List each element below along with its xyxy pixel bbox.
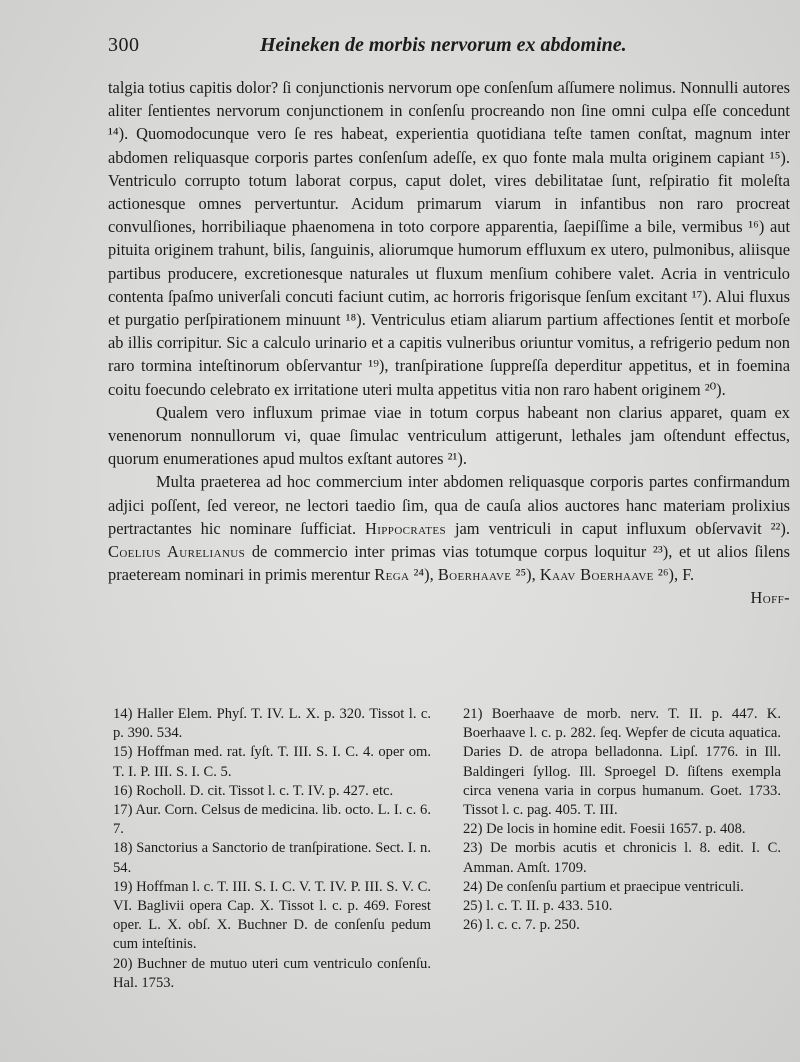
footnote-16: 16) Rocholl. D. cit. Tissot l. c. T. IV. p. 427. etc. [113, 782, 394, 799]
paragraph-3-part-c: de commercio inter primas vias totumque corpus loquitur ²³), et ut alios ſilens praeteream nominari in primis merentur [108, 542, 790, 585]
footnote-19: 19) Hoffman l. c. T. III. S. I. C. V. T. IV. P. III. S. V. C. VI. Baglivii opera Cap. X. Tissot l. c. p. 469. Forest oper. L. X. obſ. X. Buchner D. de conſenſu pedum cum inteſtinis. [113, 878, 431, 953]
footnote-21: 21) Boerhaave de morb. nerv. T. II. p. 447. K. Boerhaave l. c. p. 282. ſeq. Wepfer de cicuta aquatica. Daries D. de atropa belladonna. Lipſ. 1776. in Ill. Baldingeri ſyllog. Ill. Sproegel D. ſiſtens exempla circa venena varia in corpus humanum. Goet. 1733. Tissot l. c. pag. 405. T. III. [463, 706, 781, 819]
paragraph-3-part-f: ²⁶), [657, 565, 679, 585]
footnote-15: 15) Hoffman med. rat. ſyſt. T. III. S. I. C. 4. oper om. T. I. P. III. S. I. C. 5. [113, 744, 431, 780]
name-coelius-aurelianus: Coelius Aurelianus [108, 542, 246, 562]
paragraph-3-part-d: ²⁴), [413, 565, 434, 585]
footnote-24: 24) De conſenſu partium et praecipue ventriculi. [463, 878, 744, 895]
footnote-20: 20) Buchner de mutuo uteri cum ventriculo conſenſu. Hal. 1753. [113, 955, 431, 991]
page-number: 300 [108, 34, 140, 56]
catchword: Hoff- [750, 588, 790, 608]
name-rega: Rega [374, 565, 410, 585]
paragraph-3-part-a: Multa praeterea ad hoc commercium inter abdomen reliquasque corporis partes confirmandum adjici poſſent, ſed vereor, ne lectori taedio ſim, qua de cauſa alios auctores hanc materiam prolixius pertractantes hic nominare ſufficiat. [108, 472, 790, 538]
name-kaav-boerhaave: Kaav Boerhaave [539, 565, 654, 585]
footnotes-right-column [463, 705, 781, 935]
footnote-14: 14) Haller Elem. Phyſ. T. IV. L. X. p. 320. Tissot l. c. p. 390. 534. [113, 706, 431, 742]
footnote-26: 26) l. c. c. 7. p. 250. [463, 917, 580, 934]
footnote-18: 18) Sanctorius a Sanctorio de tranſpiratione. Sect. I. n. 54. [113, 840, 431, 876]
footnote-23: 23) De morbis acutis et chronicis l. 8. edit. I. C. Amman. Amſt. 1709. [463, 840, 781, 876]
paragraph-1: talgia totius capitis dolor? ſi conjunctionis nervorum ope conſenſum aſſumere nolimus. Nonnulli autores aliter ſentientes nervorum conjunctionem in conſenſu procreando non ſine omni culpa eſſe concedunt ¹⁴). Quomodocunque vero ſe res habeat, experientia quotidiana teſte tamen conſtat, magnum inter abdomen reliquasque corporis partes conſenſum adeſſe, ex quo fonte mala multa originem capiant ¹⁵). Ventriculo corrupto totum laborat corpus, caput dolet, vires debilitatae ſunt, reſpiratio fit moleſta actionesque omnes pervertuntur. Acidum primarum viarum in infantibus non raro procreat convulſiones, horribiliaque phaenomena in toto corpore apparentia, ſaepiſſime a bile, vermibus ¹⁶) aut pituita originem trahunt, bilis, ſanguinis, aliorumque humorum effluxum ex utero, pulmonibus, aliisque partibus producere, excretionesque naturales ut fluxum menſium cohibere valet. Acria in ventriculo contenta ſpaſmo univerſali concuti faciunt cutim, ac horroris frigorisque ſenſum excitant ¹⁷). Alui fluxus et purgatio perſpirationem minuunt ¹⁸). Ventriculus etiam aliarum partium affectiones ſentit et morboſe ab illis corripitur. Sic a calculo urinario et a capitis vulneribus oriuntur vomitus, a refrigerio pedum non raro tormina inteſtinorum obſervantur ¹⁹), tranſpiratione ſuppreſſa deperditur appetitus, et in foemina coitu foecundo celebrato ex irritatione uteri multa appetitus vitia non raro habent originem ²⁰). [108, 78, 790, 399]
footnotes-left-column [113, 705, 431, 993]
paragraph-3-part-f-name: F. [682, 565, 695, 585]
paragraph-2: Qualem vero influxum primae viae in totum corpus habeant non clarius apparet, quam ex venenorum nonnullorum vi, quae ſimulac ventriculum attigerunt, lethales jam oſtendunt effectus, quorum enumerationes apud multos exſtant autores ²¹). [108, 402, 790, 469]
paragraph-3-part-e: ²⁵), [515, 565, 536, 585]
footnote-22: 22) De locis in homine edit. Foesii 1657. p. 408. [463, 821, 746, 838]
name-boerhaave: Boerhaave [437, 565, 512, 585]
page-header [108, 34, 740, 64]
footnote-17: 17) Aur. Corn. Celsus de medicina. lib. octo. L. I. c. 6. 7. [113, 802, 431, 838]
name-hippocrates: Hippocrates [364, 518, 447, 538]
paragraph-3-part-b: jam ventriculi in caput influxum obſervavit ²²). [454, 518, 790, 538]
footnote-25: 25) l. c. T. II. p. 433. 510. [463, 898, 613, 915]
main-text [108, 76, 790, 610]
running-title: Heineken de morbis nervorum ex abdomine. [260, 34, 627, 56]
paragraph-3 [108, 470, 790, 586]
